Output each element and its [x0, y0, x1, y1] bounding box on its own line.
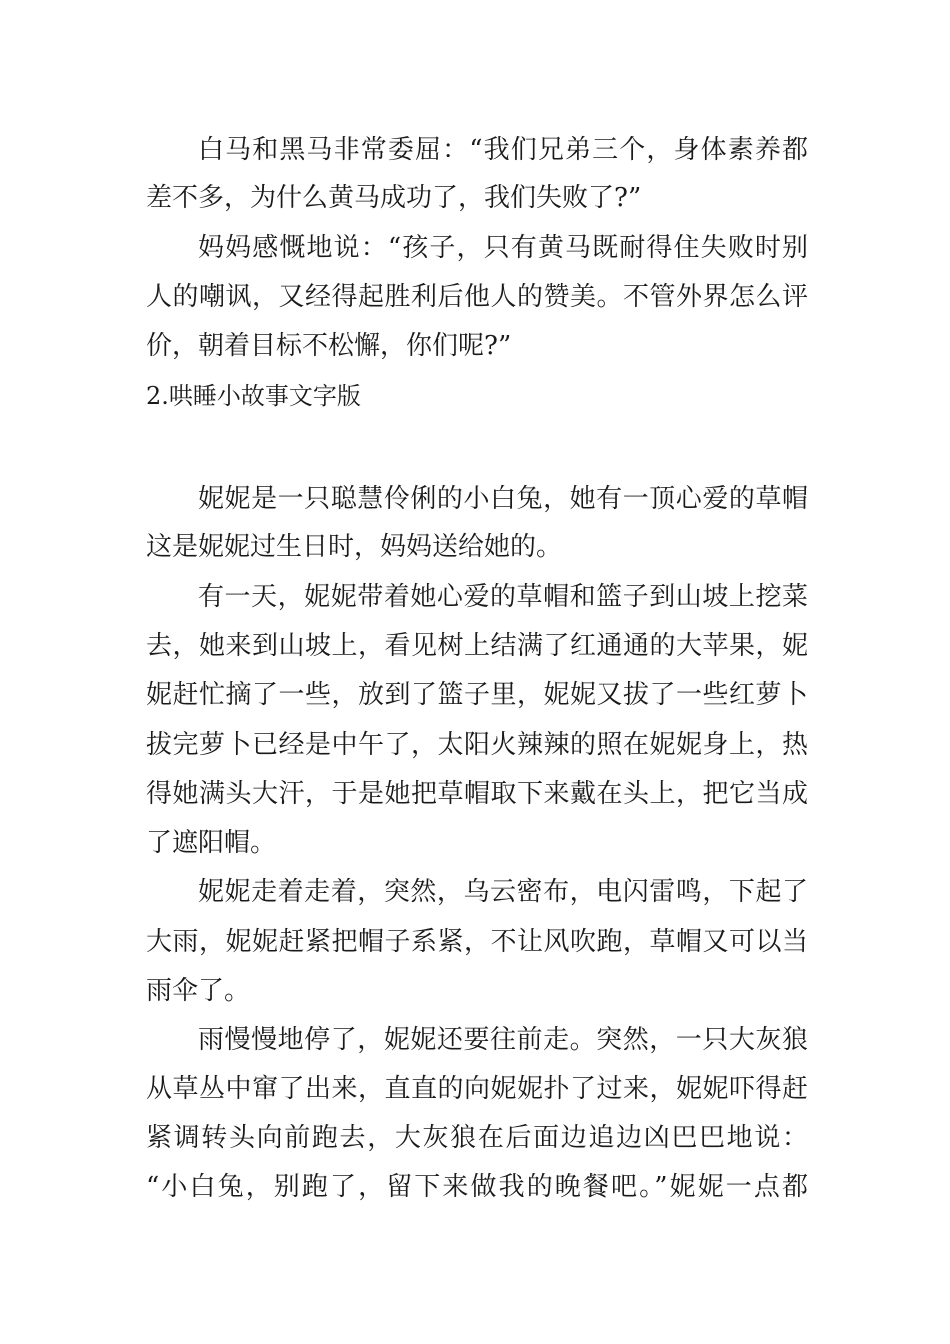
text-line: 这是妮妮过生日时，妈妈送给她的。: [146, 532, 563, 562]
text-line: 去，她来到山坡上，看见树上结满了红通通的大苹果，妮: [146, 631, 808, 661]
text-line: 大雨，妮妮赶紧把帽子系紧，不让风吹跑，草帽又可以当: [146, 927, 808, 957]
text-line: “小白兔，别跑了，留下来做我的晚餐吧。”妮妮一点都: [146, 1172, 808, 1202]
text-line: 紧调转头向前跑去，大灰狼在后面边追边凶巴巴地说：: [146, 1123, 808, 1153]
text-line: 人的嘲讽，又经得起胜利后他人的赞美。不管外界怎么评: [146, 282, 808, 312]
text-line: 妮妮走着走着，突然，乌云密布，电闪雷鸣，下起了: [198, 877, 808, 907]
text-line: 从草丛中窜了出来，直直的向妮妮扑了过来，妮妮吓得赶: [146, 1074, 808, 1104]
text-line: 得她满头大汗，于是她把草帽取下来戴在头上，把它当成: [146, 779, 808, 809]
text-line: 妮妮是一只聪慧伶俐的小白兔，她有一顶心爱的草帽: [198, 484, 808, 514]
text-line: 雨伞了。: [146, 976, 251, 1006]
section-heading: 2.哄睡小故事文字版: [146, 382, 361, 410]
text-line: 妮赶忙摘了一些，放到了篮子里，妮妮又拔了一些红萝卜: [146, 680, 808, 710]
text-line: 白马和黑马非常委屈：“我们兄弟三个，身体素养都: [198, 135, 808, 165]
text-line: 妈妈感慨地说：“孩子，只有黄马既耐得住失败时别: [198, 233, 808, 263]
text-line: 雨慢慢地停了，妮妮还要往前走。突然，一只大灰狼: [198, 1025, 808, 1055]
text-line: 有一天，妮妮带着她心爱的草帽和篮子到山坡上挖菜: [198, 582, 808, 612]
text-line: 差不多，为什么黄马成功了，我们失败了?”: [146, 183, 642, 213]
text-line: 价，朝着目标不松懈，你们呢?”: [146, 331, 512, 361]
text-line: 拔完萝卜已经是中午了，太阳火辣辣的照在妮妮身上，热: [146, 730, 808, 760]
text-line: 了遮阳帽。: [146, 828, 277, 858]
